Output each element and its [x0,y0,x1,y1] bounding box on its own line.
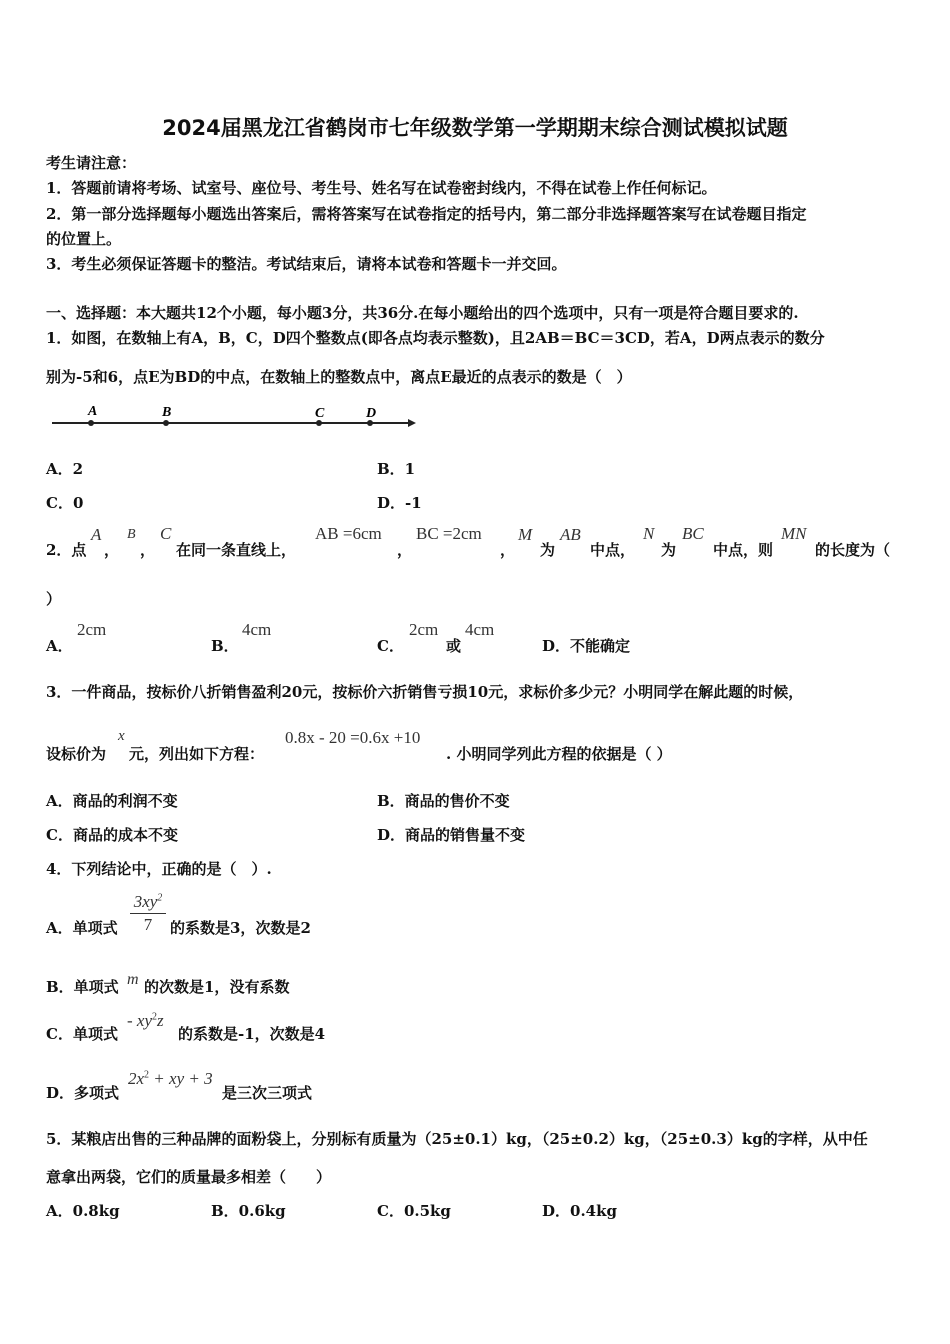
q3-stem-text: . 小明同学列此方程的依据是（ ） [446,745,672,763]
q2-option-a-value: 2cm [77,620,107,639]
q4-monomial-c-z: z [157,1011,164,1030]
q3-option-a: A．商品的利润不变 [46,792,178,810]
q2-bc-equation: BC =2cm [416,524,482,543]
exponent: 2 [144,1069,150,1081]
q2-comma: ， [104,541,120,559]
q2-comma: ， [140,541,156,559]
q4-option-c-prefix: C．单项式 [46,1025,118,1043]
notice-item: 3．考生必须保证答题卡的整洁。考试结束后，请将本试卷和答题卡一并交回。 [46,255,567,273]
notice-item: 2．第一部分选择题每小题选出答案后，需将答案写在试卷指定的括号内，第二部分非选择题答案写在试卷题目指定 [46,205,807,223]
q2-option-d: D．不能确定 [542,637,631,655]
number-line-arrow [408,419,416,427]
page-title: 2024届黑龙江省鹤岗市七年级数学第一学期期末综合测试模拟试题 [162,116,788,140]
q2-point-n: N [643,524,655,543]
q2-text: 中点， [590,541,636,559]
q2-text: 为 [661,541,677,559]
q4-polynomial-term1: 2x [128,1069,145,1088]
q2-option-c-value2: 4cm [465,620,495,639]
notice-item: 的位置上。 [46,230,122,248]
q4-option-b-suffix: 的次数是1，没有系数 [144,978,290,996]
q2-option-b: B． [211,637,239,655]
q5-stem-line1: 5．某粮店出售的三种品牌的面粉袋上，分别标有质量为（25±0.1）kg，（25±0.2）kg，（25±0.3）kg的字样，从中任 [46,1130,868,1148]
q2-comma: ， [397,541,413,559]
q5-stem-line2: 意拿出两袋，它们的质量最多相差（ ） [46,1168,332,1186]
q3-stem-text: 设标价为 [46,745,107,763]
exponent: 2 [152,1011,158,1023]
q4-fraction-numerator: 3xy [133,892,158,911]
q3-option-b: B．商品的售价不变 [377,792,510,810]
q2-comma: ， [500,541,516,559]
point-c-label: C [315,406,325,421]
point-b-label: B [162,405,172,420]
q2-point-c: C [160,524,172,543]
q1-option-a: A．2 [46,460,84,478]
fraction-bar [130,913,166,914]
q2-ab-equation: AB =6cm [315,524,382,543]
q2-option-c-or: 或 [446,637,462,655]
q2-text: 的长度为（ [815,541,891,559]
q4-monomial-c [127,1011,164,1031]
q4-fraction-denominator: 7 [143,915,153,934]
q2-option-c: C． [377,637,404,655]
q5-option-a: A．0.8kg [46,1202,120,1220]
q2-point-m: M [518,525,533,544]
number-line-figure [46,398,426,438]
q4-polynomial [128,1069,213,1089]
q3-stem-line1: 3．一件商品，按标价八折销售盈利20元，按标价六折销售亏损10元，求标价多少元？小明同学在解此题的时候， [46,683,804,701]
point-b-dot [163,420,169,426]
point-a-dot [88,420,94,426]
q2-point-a: A [91,525,102,544]
notice-heading: 考生请注意： [46,154,137,172]
q4-option-a-prefix: A．单项式 [46,919,118,937]
q3-stem-text: 元，列出如下方程： [129,745,265,763]
point-a-label: A [88,404,98,419]
q2-segment-ab: AB [560,525,581,544]
q4-option-d-prefix: D．多项式 [46,1084,120,1102]
q5-option-c: C．0.5kg [377,1202,451,1220]
q1-stem-line1: 1．如图，在数轴上有A，B，C，D四个整数点(即各点均表示整数)，且2AB＝BC＝3CD，若A，D两点表示的数分 [46,329,825,347]
q1-option-c: C．0 [46,494,84,512]
q1-option-b: B．1 [377,460,416,478]
q2-prefix: 2．点 [46,541,87,559]
q2-option-a: A． [46,637,73,655]
q5-option-d: D．0.4kg [542,1202,617,1220]
exponent: 2 [157,892,163,904]
q2-text: 中点，则 [713,541,774,559]
q3-variable-x: x [118,728,125,744]
q5-option-b: B．0.6kg [211,1202,286,1220]
q2-close-paren: ） [46,590,62,608]
q2-segment-mn: MN [781,524,807,543]
q2-option-c-value1: 2cm [409,620,439,639]
q2-text: 在同一条直线上， [176,541,297,559]
q1-stem-line2: 别为-5和6，点E为BD的中点，在数轴上的整数点中，离点E最近的点表示的数是（ ） [46,368,632,386]
q2-point-b: B [127,527,136,542]
point-d-label: D [366,406,377,421]
q4-polynomial-rest: + xy + 3 [149,1069,213,1088]
q4-option-d-suffix: 是三次三项式 [222,1084,313,1102]
q4-option-b-prefix: B．单项式 [46,978,119,996]
q4-option-c-suffix: 的系数是-1，次数是4 [178,1025,326,1043]
q3-option-d: D．商品的销售量不变 [377,826,526,844]
q3-option-c: C．商品的成本不变 [46,826,178,844]
q2-segment-bc: BC [682,524,704,543]
q2-text: 为 [540,541,556,559]
q4-monomial-m: m [127,971,139,988]
q4-stem: 4．下列结论中，正确的是（ ）. [46,860,272,878]
q4-option-a-suffix: 的系数是3，次数是2 [170,919,311,937]
q2-option-b-value: 4cm [242,620,272,639]
q1-option-d: D．-1 [377,494,422,512]
q4-fraction [128,892,168,935]
section-heading: 一、选择题：本大题共12个小题，每小题3分，共36分.在每小题给出的四个选项中，只有一项是符合题目要求的. [46,304,799,322]
q3-equation: 0.8x - 20 =0.6x +10 [285,728,421,747]
q4-monomial-c-base: - xy [127,1011,153,1030]
notice-item: 1．答题前请将考场、试室号、座位号、考生号、姓名写在试卷密封线内，不得在试卷上作任何标记。 [46,179,717,197]
